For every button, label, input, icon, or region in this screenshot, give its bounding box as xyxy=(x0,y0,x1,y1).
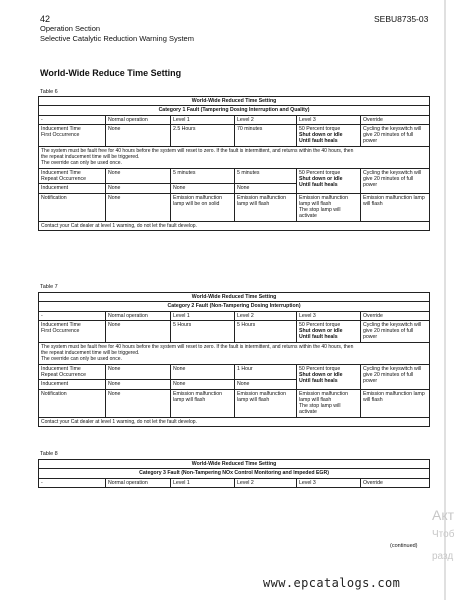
col-header: Level 2 xyxy=(235,115,297,124)
cell: 2.5 Hours xyxy=(171,124,235,146)
cell: 50 Percent torque Shut down or idle Until fault heals xyxy=(297,124,361,146)
col-header: Level 2 xyxy=(235,311,297,320)
col-header: Level 3 xyxy=(297,311,361,320)
col-header: Override xyxy=(361,115,430,124)
cell: Emission malfunction lamp will be on solid xyxy=(171,193,235,221)
table-row xyxy=(39,389,430,417)
row-label: Notification xyxy=(39,389,106,417)
cell: 5 Hours xyxy=(235,320,297,342)
cell: Emission malfunction lamp will flash The stop lamp will activate xyxy=(297,389,361,417)
cell: 70 minutes xyxy=(235,124,297,146)
table-row xyxy=(39,124,430,146)
col-header: Level 3 xyxy=(297,115,361,124)
cell: None xyxy=(106,389,171,417)
row-label: Inducement Time Repeat Occurrence xyxy=(39,168,106,184)
col-header: Override xyxy=(361,311,430,320)
cell: None xyxy=(106,193,171,221)
section-title: Operation Section xyxy=(40,24,101,33)
row-label: Inducement Time Repeat Occurrence xyxy=(39,364,106,380)
table-category: Category 3 Fault (Non-Tampering NOx Control Monitoring and Impeded EGR) xyxy=(39,469,430,478)
col-header: Level 2 xyxy=(235,478,297,487)
overlay-line: Чтоб xyxy=(432,529,455,540)
section-header xyxy=(40,24,194,43)
col-header: Level 1 xyxy=(171,311,235,320)
cell: 50 Percent torque Shut down or idle Until fault heals xyxy=(297,168,361,193)
col-header: Normal operation xyxy=(106,478,171,487)
cell: None xyxy=(171,184,235,193)
table-note-row: The system must be fault free for 40 hours before the system will reset to zero. If the fault is intermittent, and returns within the 40 hours, then the repeat inducement time will be triggered. The override can only be used once. xyxy=(39,342,430,364)
col-header: Normal operation xyxy=(106,115,171,124)
table-category: Category 1 Fault (Tampering Dosing Interruption and Quality) xyxy=(39,106,430,115)
cell: None xyxy=(106,184,171,193)
page-number: 42 xyxy=(40,14,51,24)
table-label: Table 6 xyxy=(40,89,58,95)
cell: None xyxy=(106,364,171,380)
cell: None xyxy=(106,380,171,389)
cell: Emission malfunction lamp will flash xyxy=(235,389,297,417)
column-header-row xyxy=(39,115,430,124)
table-title: World-Wide Reduced Time Setting xyxy=(39,97,430,106)
cell: Emission malfunction lamp will flash xyxy=(171,389,235,417)
document-code: SEBU8735-03 xyxy=(374,14,429,24)
col-header: Level 1 xyxy=(171,478,235,487)
fault-table-category-3 xyxy=(38,459,430,488)
table-category: Category 2 Fault (Non-Tampering Dosing Interruption) xyxy=(39,302,430,311)
cell: None xyxy=(106,320,171,342)
watermark-url: www.epcatalogs.com xyxy=(263,576,401,590)
col-header: Level 3 xyxy=(297,478,361,487)
row-label: Inducement xyxy=(39,184,106,193)
cell: 50 Percent torque Shut down or idle Until fault heals xyxy=(297,364,361,389)
cell: Cycling the keyswitch will give 20 minutes of full power xyxy=(361,320,430,342)
overlay-line: Акт xyxy=(432,507,455,523)
row-label: Inducement xyxy=(39,380,106,389)
cell: Cycling the keyswitch will give 20 minutes of full power xyxy=(361,168,430,193)
fault-table-category-1 xyxy=(38,96,430,231)
row-label: Notification xyxy=(39,193,106,221)
cell: None xyxy=(235,184,297,193)
table-row xyxy=(39,320,430,342)
cell: 50 Percent torque Shut down or idle Until fault heals xyxy=(297,320,361,342)
main-heading: World-Wide Reduce Time Setting xyxy=(40,68,182,78)
cell: None xyxy=(106,168,171,184)
cell: None xyxy=(106,124,171,146)
cell: None xyxy=(235,380,297,389)
table-label: Table 8 xyxy=(40,451,58,457)
col-header: Override xyxy=(361,478,430,487)
row-label: Inducement Time First Occurrence xyxy=(39,320,106,342)
fault-table-category-2 xyxy=(38,292,430,427)
table-note-row: The system must be fault free for 40 hours before the system will reset to zero. If the fault is intermittent, and returns within the 40 hours, then the repeat inducement time will be triggered. The override can only be used once. xyxy=(39,146,430,168)
table-label: Table 7 xyxy=(40,284,58,290)
cell: Emission malfunction lamp will flash xyxy=(361,193,430,221)
row-label: Inducement Time First Occurrence xyxy=(39,124,106,146)
col-header: - xyxy=(39,478,106,487)
table-row xyxy=(39,193,430,221)
cell: None xyxy=(171,380,235,389)
cell: 5 minutes xyxy=(171,168,235,184)
column-header-row xyxy=(39,478,430,487)
subsection-title: Selective Catalytic Reduction Warning System xyxy=(40,33,194,43)
cell: Emission malfunction lamp will flash The stop lamp will activate xyxy=(297,193,361,221)
cell: Cycling the keyswitch will give 20 minutes of full power xyxy=(361,364,430,389)
overlay-line: разд xyxy=(432,551,454,562)
col-header: Normal operation xyxy=(106,311,171,320)
table-footer-row: Contact your Cat dealer at level 1 warning, do not let the fault develop. xyxy=(39,221,430,230)
table-row xyxy=(39,364,430,380)
activation-overlay-text xyxy=(432,506,465,568)
col-header: - xyxy=(39,311,106,320)
cell: 5 Hours xyxy=(171,320,235,342)
cell: Emission malfunction lamp will flash xyxy=(361,389,430,417)
table-title: World-Wide Reduced Time Setting xyxy=(39,293,430,302)
column-header-row xyxy=(39,311,430,320)
cell: Emission malfunction lamp will flash xyxy=(235,193,297,221)
col-header: Level 1 xyxy=(171,115,235,124)
table-title: World-Wide Reduced Time Setting xyxy=(39,460,430,469)
cell: None xyxy=(171,364,235,380)
table-footer-row: Contact your Cat dealer at level 1 warning, do not let the fault develop. xyxy=(39,417,430,426)
cell: 1 Hour xyxy=(235,364,297,380)
col-header: - xyxy=(39,115,106,124)
cell: 5 minutes xyxy=(235,168,297,184)
continued-label: (continued) xyxy=(390,543,418,549)
cell: Cycling the keyswitch will give 20 minutes of full power xyxy=(361,124,430,146)
table-row xyxy=(39,168,430,184)
